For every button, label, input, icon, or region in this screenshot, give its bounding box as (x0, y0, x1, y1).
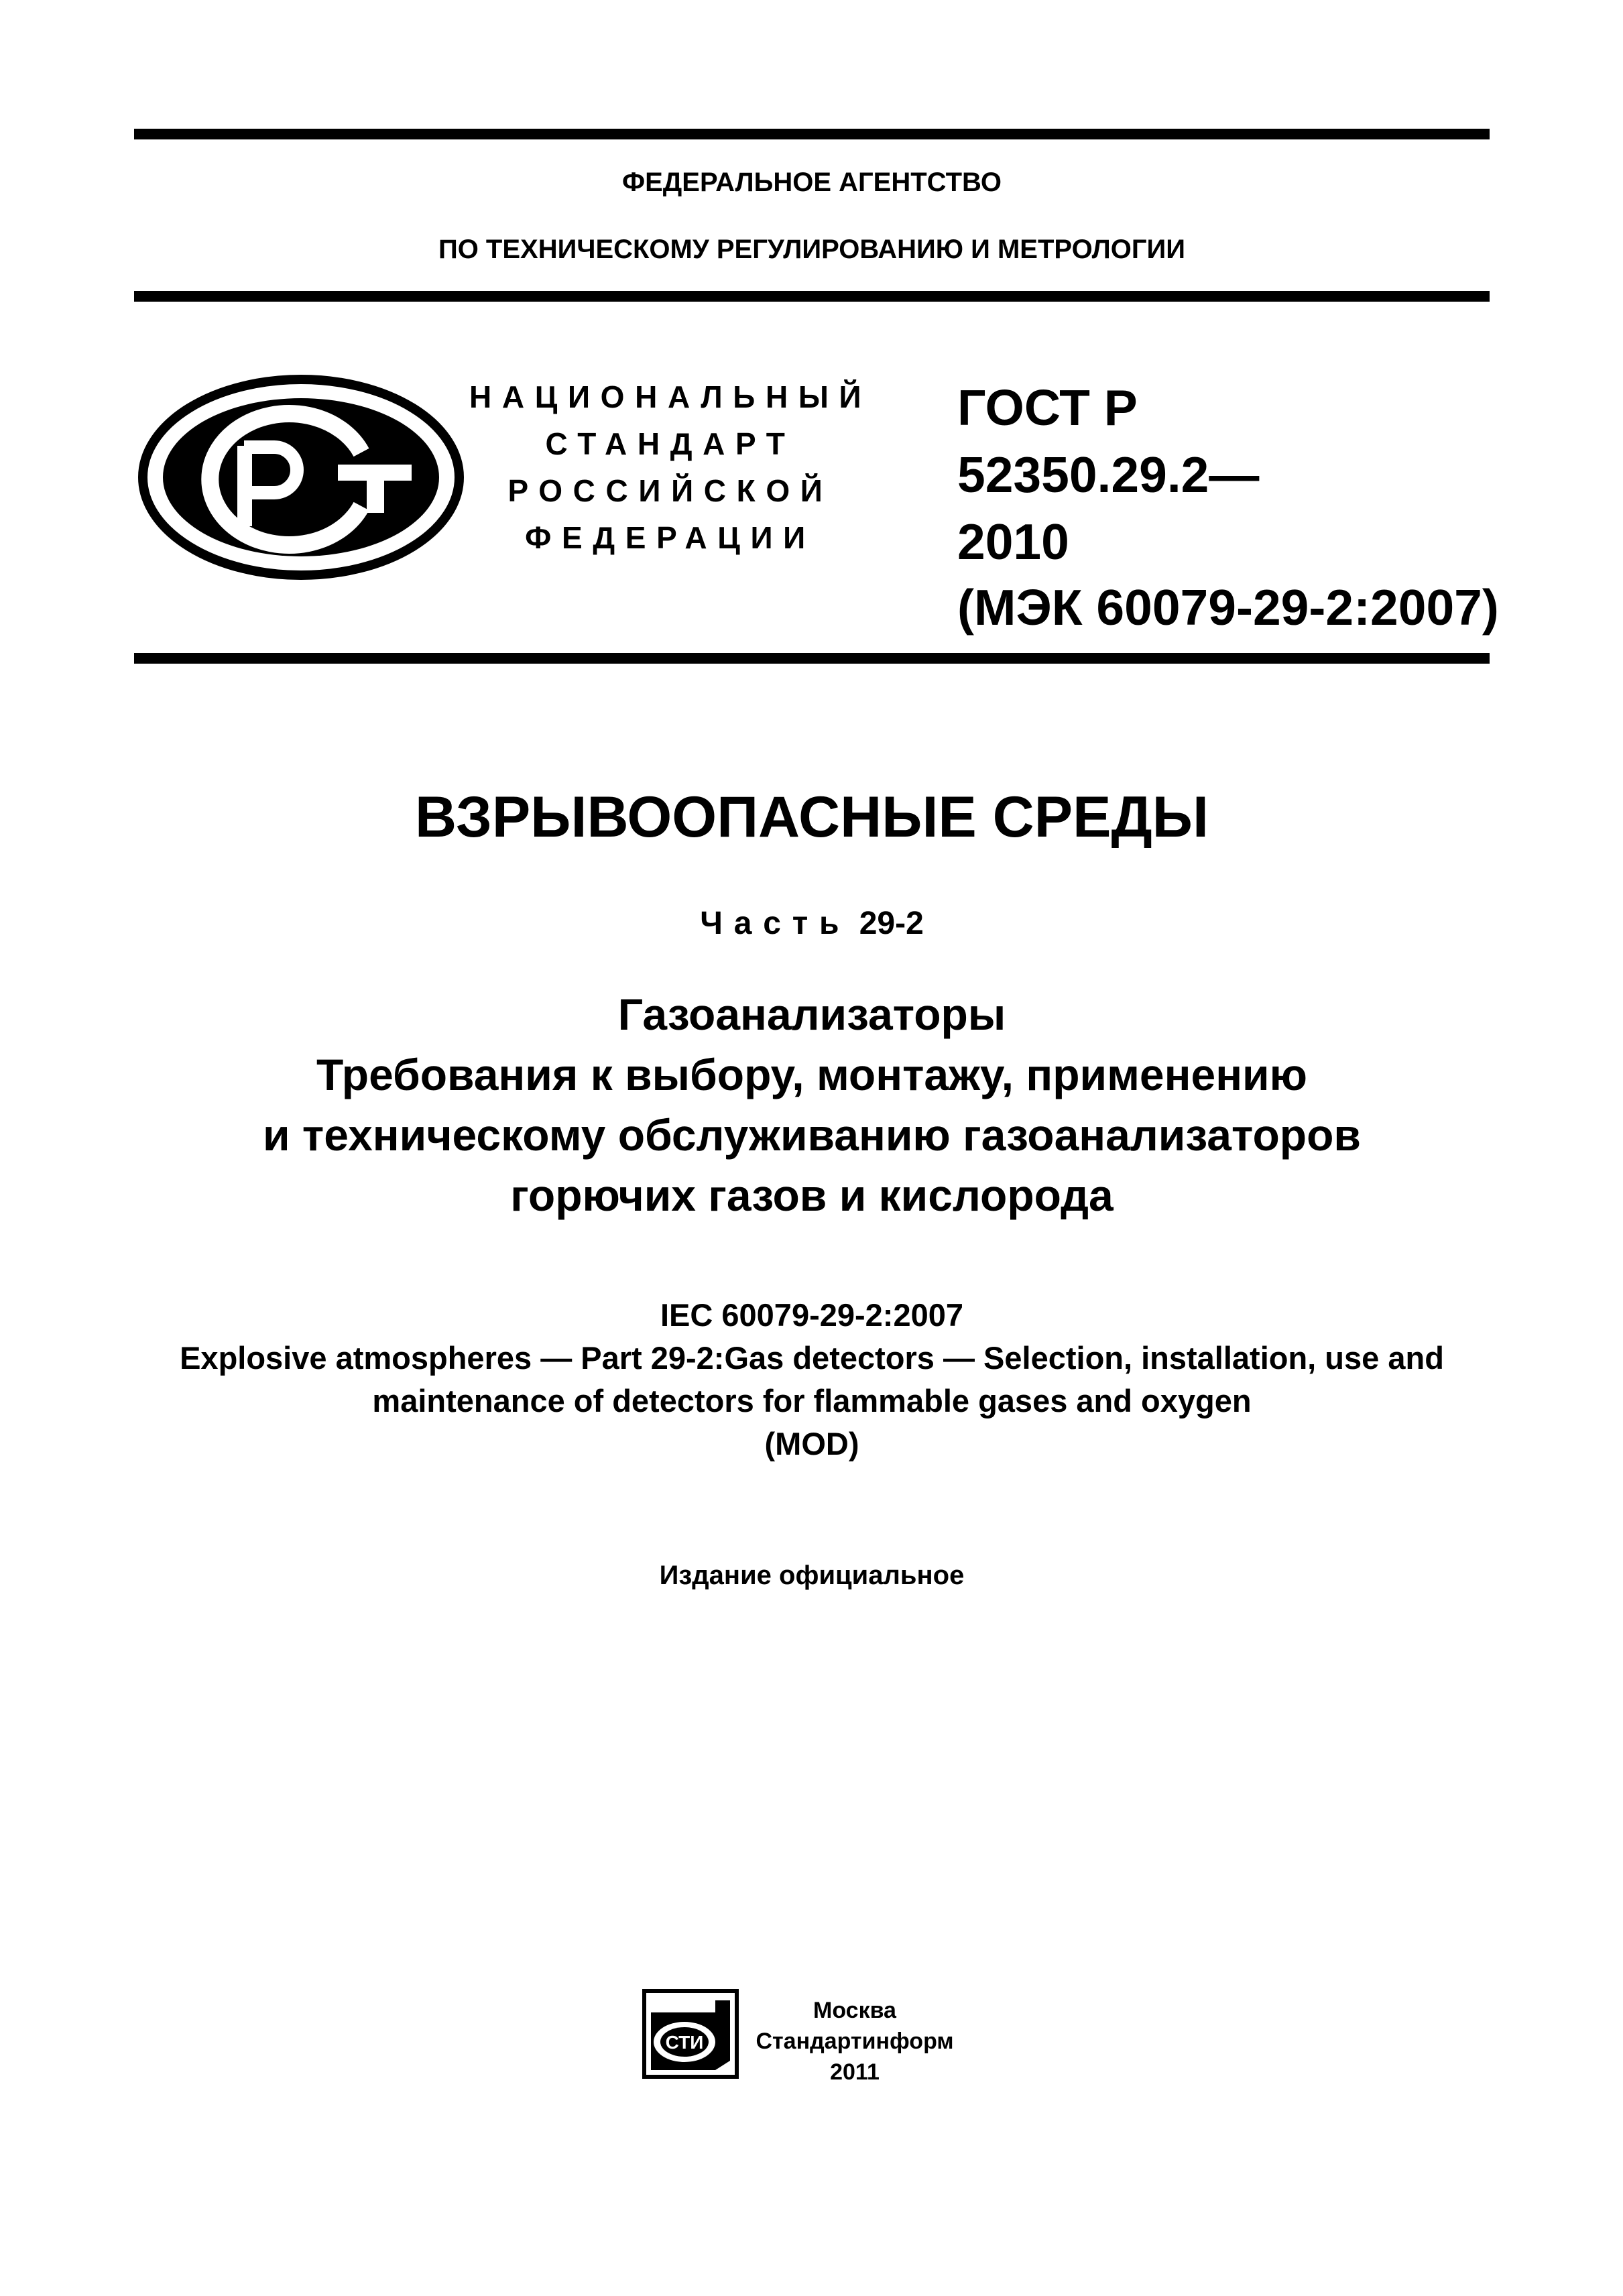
designation-line-2: 52350.29.2— (957, 446, 1260, 503)
agency-bottom-rule (134, 291, 1490, 302)
subtitle-line-2: Требования к выбору, монтажу, применению (316, 1050, 1307, 1099)
agency-line-2: ПО ТЕХНИЧЕСКОМУ РЕГУЛИРОВАНИЮ И МЕТРОЛОГИИ (438, 235, 1186, 264)
publisher-year: 2011 (830, 2059, 880, 2085)
subtitle-line-3: и техническому обслуживанию газоанализаторов (263, 1110, 1361, 1160)
document-title: ВЗРЫВООПАСНЫЕ СРЕДЫ (415, 785, 1209, 849)
subtitle-line-1: Газоанализаторы (617, 989, 1006, 1039)
designation-line-1: ГОСТ Р (957, 379, 1138, 436)
header-bottom-rule (134, 653, 1490, 664)
agency-line-1: ФЕДЕРАЛЬНОЕ АГЕНТСТВО (621, 168, 1002, 197)
part-number: 29-2 (859, 906, 924, 941)
edition-label: Издание официальное (659, 1561, 965, 1590)
publisher-city: Москва (813, 1998, 896, 2023)
publisher-name: Стандартинформ (756, 2029, 954, 2054)
top-rule (134, 129, 1490, 139)
national-standard-line-1: НАЦИОНАЛЬНЫЙ (469, 379, 872, 414)
part-label (134, 905, 1490, 942)
english-line-1: IEC 60079-29-2:2007 (660, 1297, 964, 1333)
national-standard-line-2: СТАНДАРТ (545, 426, 796, 461)
svg-text:СТИ: СТИ (665, 2032, 704, 2053)
designation-line-3: 2010 (957, 513, 1069, 570)
designation-line-4: (МЭК 60079-29-2:2007) (957, 579, 1499, 636)
part-word: Часть (700, 906, 851, 941)
english-line-4: (MOD) (764, 1426, 859, 1461)
english-line-3: maintenance of detectors for flammable gases and oxygen (372, 1383, 1252, 1418)
english-line-2: Explosive atmospheres — Part 29-2:Gas detectors — Selection, installation, use and (180, 1340, 1444, 1376)
national-standard-line-3: РОССИЙСКОЙ (507, 473, 833, 508)
standartinform-logo-icon (640, 1987, 741, 2081)
subtitle-line-4: горючих газов и кислорода (510, 1170, 1114, 1220)
national-standard-line-4: ФЕДЕРАЦИИ (525, 520, 816, 555)
rst-mark-icon (137, 372, 465, 583)
